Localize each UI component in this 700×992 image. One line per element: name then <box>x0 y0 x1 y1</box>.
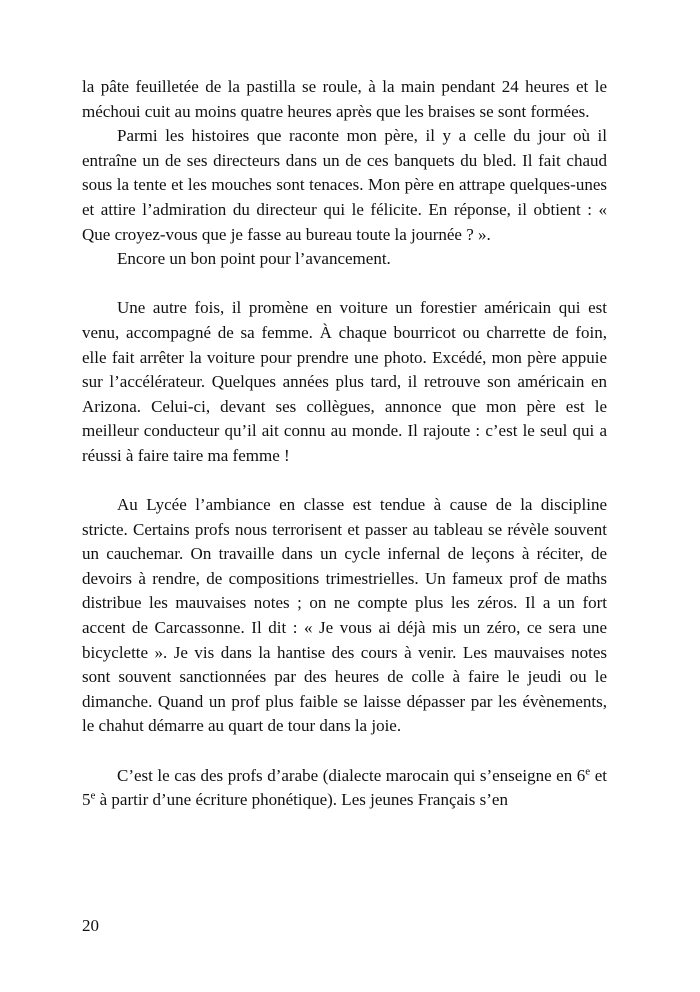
page-body <box>82 75 607 813</box>
paragraph-5: Au Lycée l’ambiance en classe est tendue à cause de la discipline stricte. Certains profs nous terrorisent et passer au tableau se révèle souvent un cauchemar. On travaille dans un cycle infernal de leçons à réciter, de devoirs à rendre, de compositions trimestrielles. Un fameux prof de maths distribue les mauvaises notes ; on ne compte plus les zéros. Il a un fort accent de Carcassonne. Il dit : « Je vous ai déjà mis un zéro, ce sera une bicyclette ». Je vis dans la hantise des cours à venir. Les mauvaises notes sont souvent sanctionnées par des heures de colle à faire le jeudi ou le dimanche. Quand un prof plus faible se laisse dépasser par les évènements, le chahut démarre au quart de tour dans la joie. <box>82 495 607 736</box>
paragraph-6-text-c: à partir d’une écriture phonétique). Les jeunes Français s’en <box>95 790 508 810</box>
paragraph-6 <box>82 764 607 813</box>
paragraph-2: Parmi les histoires que raconte mon père, il y a celle du jour où il entraîne un de ses directeurs dans un de ces banquets du bled. Il fait chaud sous la tente et les mouches sont tenaces. Mon père en attrape quelques-unes et attire l’admiration du directeur qui le félicite. En réponse, il obtient : « Que croyez-vous que je fasse au bureau toute la journée ? ». <box>82 126 607 244</box>
paragraph-3: Encore un bon point pour l’avancement. <box>117 249 391 269</box>
paragraph-1: la pâte feuilletée de la pastilla se roule, à la main pendant 24 heures et le méchoui cuit au moins quatre heures après que les braises se sont formées. <box>82 77 607 121</box>
page-number: 20 <box>82 916 99 935</box>
paragraph-4: Une autre fois, il promène en voiture un forestier américain qui est venu, accompagné de sa femme. À chaque bourricot ou charrette de foin, elle fait arrêter la voiture pour prendre une photo. Excédé, mon père appuie sur l’accélérateur. Quelques années plus tard, il retrouve son américain en Arizona. Celui-ci, devant ses collègues, annonce que mon père est le meilleur conducteur qu’il ait connu au monde. Il rajoute : c’est le seul qui a réussi à faire taire ma femme ! <box>82 298 607 465</box>
paragraph-6-text-b: et 5 <box>82 765 607 810</box>
paragraph-6-text-a: C’est le cas des profs d’arabe (dialecte marocain qui s’enseigne en 6 <box>117 765 586 785</box>
ordinal-suffix-5: e <box>90 789 96 802</box>
ordinal-suffix-6: e <box>585 764 591 777</box>
